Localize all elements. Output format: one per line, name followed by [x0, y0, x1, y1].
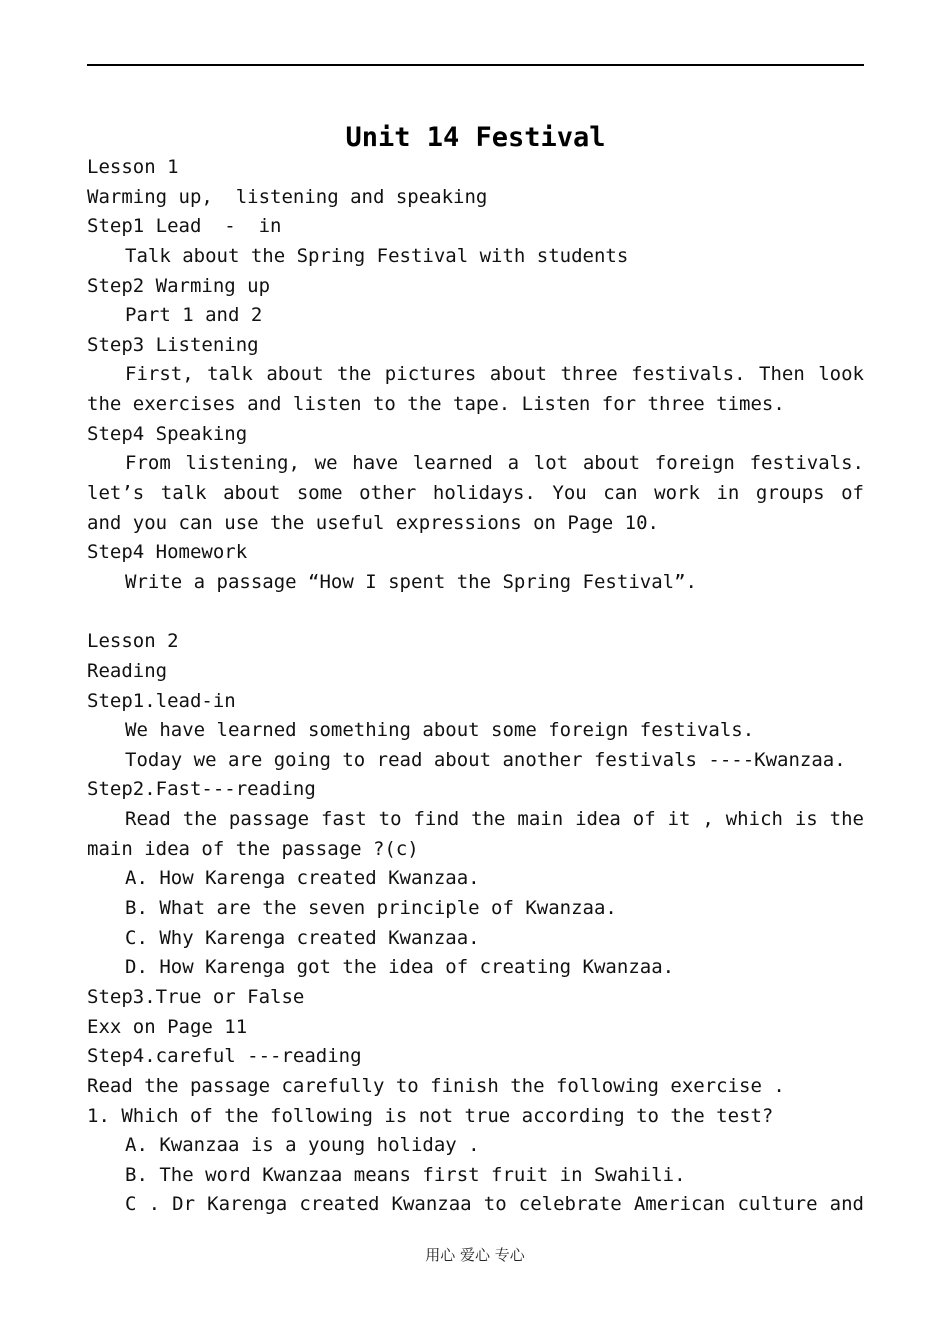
header-rule [87, 64, 864, 66]
section-title: Warming up, listening and speaking [87, 185, 488, 208]
step-content: Talk about the Spring Festival with students [125, 244, 629, 267]
step-content: Today we are going to read about another festivals ----Kwanzaa. [125, 748, 846, 771]
step-heading: Step4 Speaking [87, 422, 248, 445]
step-content: Write a passage “How I spent the Spring Festival”. [125, 570, 697, 593]
question-item: 1. Which of the following is not true according to the test? [87, 1104, 774, 1127]
paragraph-line: and you can use the useful expressions on Page 10. [87, 511, 659, 534]
paragraph-line: let’s talk about some other holidays. You can work in groups of [87, 482, 864, 505]
option-item: A. Kwanzaa is a young holiday . [125, 1134, 480, 1157]
paragraph-line: Exx on Page 11 [87, 1015, 248, 1038]
paragraph-line: From listening, we have learned a lot about foreign festivals. [125, 452, 864, 475]
step-content: Part 1 and 2 [125, 304, 263, 327]
paragraph-line: First, talk about the pictures about three festivals. Then look [125, 363, 864, 386]
step-heading: Step4 Homework [87, 541, 248, 564]
paragraph-line: main idea of the passage ?(c) [87, 837, 419, 860]
step-heading: Step1 Lead - in [87, 215, 282, 238]
option-item: B. The word Kwanzaa means first fruit in Swahili. [125, 1163, 686, 1186]
option-item: B. What are the seven principle of Kwanzaa. [125, 897, 617, 920]
step-heading: Step2.Fast---reading [87, 778, 316, 801]
paragraph-line: the exercises and listen to the tape. Listen for three times. [87, 393, 785, 416]
section-title: Reading [87, 659, 168, 682]
option-item: A. How Karenga created Kwanzaa. [125, 867, 480, 890]
document-body [87, 153, 864, 1220]
blank-line [87, 598, 864, 628]
paragraph-line: Read the passage fast to find the main idea of it , which is the [125, 808, 864, 831]
option-item: C . Dr Karenga created Kwanzaa to celebrate American culture and [125, 1193, 864, 1216]
step-heading: Step3.True or False [87, 985, 305, 1008]
heading-lesson-1: Lesson 1 [87, 156, 179, 178]
heading-lesson-2: Lesson 2 [87, 630, 179, 653]
option-item: D. How Karenga got the idea of creating Kwanzaa. [125, 956, 675, 979]
step-heading: Step1.lead-in [87, 689, 236, 712]
document-title: Unit 14 Festival [345, 122, 606, 153]
option-item: C. Why Karenga created Kwanzaa. [125, 926, 480, 949]
step-heading: Step2 Warming up [87, 274, 271, 297]
step-heading: Step4.careful ---reading [87, 1045, 362, 1068]
page-footer: 用心 爱心 专心 [425, 1246, 525, 1264]
step-heading: Step3 Listening [87, 333, 259, 356]
step-content: We have learned something about some foreign festivals. [125, 719, 755, 742]
paragraph-line: Read the passage carefully to finish the following exercise . [87, 1074, 785, 1097]
